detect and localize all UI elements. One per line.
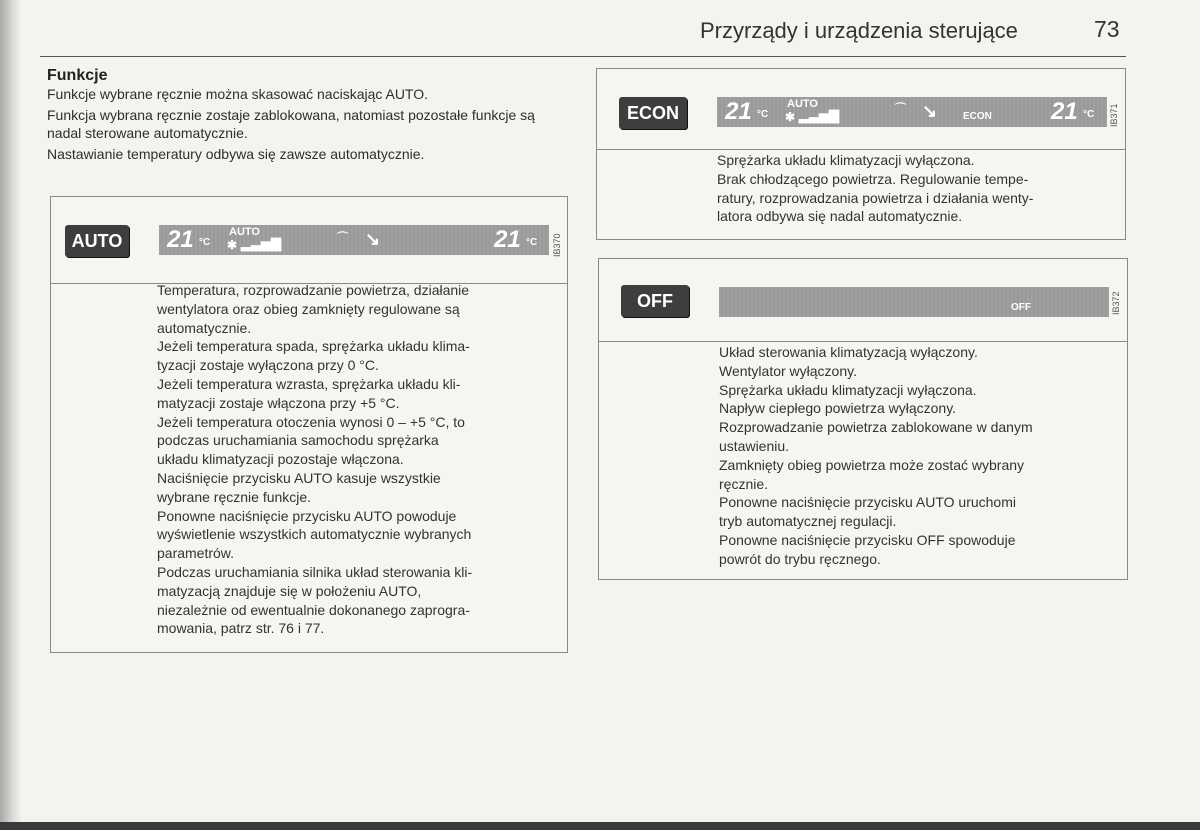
book-spine	[0, 0, 22, 830]
econ-status-label: ECON	[963, 111, 992, 122]
windshield-icon: ⌒	[337, 232, 348, 244]
econ-description	[717, 151, 1121, 226]
text-line: automatycznie.	[157, 319, 252, 336]
auto-button: AUTO	[65, 225, 129, 257]
econ-button: ECON	[619, 97, 687, 129]
text-line: Jeżeli temperatura wzrasta, sprężarka układu kli-	[157, 375, 461, 392]
fan-icon: ✱	[227, 238, 238, 252]
auto-mode-box	[50, 196, 568, 653]
windshield-icon: ⌒	[895, 103, 906, 115]
text-line: Brak chłodzącego powietrza. Regulowanie tempe-	[717, 170, 1029, 187]
off-status-label: OFF	[1011, 302, 1031, 313]
fan-icon: ✱	[785, 110, 796, 124]
text-line: powrót do trybu ręcznego.	[719, 550, 881, 567]
intro-paragraph: Funkcja wybrana ręcznie zostaje zablokowana, natomiast pozostałe funkcje są nadal sterowane automatycznie.	[47, 107, 535, 141]
temp-unit-right: °C	[526, 237, 538, 248]
temp-right: 21	[1051, 98, 1078, 125]
figure-code: IB370	[552, 233, 562, 257]
text-line: Napływ ciepłego powietrza wyłączony.	[719, 400, 957, 417]
off-mode-box	[598, 258, 1128, 580]
auto-lcd-display	[159, 225, 549, 255]
text-line: matyzacji zostaje włączona przy +5 °C.	[157, 394, 400, 411]
text-line: Naciśnięcie przycisku AUTO kasuje wszystkie	[157, 469, 441, 486]
text-line: ratury, rozprowadzania powietrza i działania wenty-	[717, 189, 1034, 206]
text-line: wyświetlenie wszystkich automatycznie wybranych	[157, 526, 472, 543]
airflow-icon: ↘	[365, 229, 381, 249]
text-line: podczas uruchamiania samochodu sprężarka	[157, 432, 439, 449]
header-rule	[40, 56, 1126, 57]
text-line: Układ sterowania klimatyzacją wyłączony.	[719, 344, 978, 360]
page-bottom-edge	[0, 822, 1200, 830]
temp-unit-right: °C	[1083, 109, 1095, 120]
text-line: matyzacją znajduje się w położeniu AUTO,	[157, 582, 422, 599]
temp-unit-left: °C	[199, 237, 211, 248]
econ-mode-box	[596, 68, 1126, 240]
text-line: układu klimatyzacji pozostaje włączona.	[157, 451, 404, 468]
text-line: mowania, patrz str. 76 i 77.	[157, 620, 325, 637]
text-line: Zamknięty obieg powietrza może zostać wybrany	[719, 456, 1025, 473]
text-line: Sprężarka układu klimatyzacji wyłączona.	[717, 152, 975, 168]
off-button: OFF	[621, 285, 689, 317]
page-header-title: Przyrządy i urządzenia sterujące	[700, 18, 1018, 43]
fan-speed-bars: ▂▃▅▇	[799, 108, 839, 123]
intro-paragraph: Nastawianie temperatury odbywa się zawsze automatycznie.	[47, 146, 425, 162]
text-line: parametrów.	[157, 545, 235, 562]
temp-unit-left: °C	[757, 109, 769, 120]
fan-speed-bars: ▂▃▅▇	[241, 236, 281, 251]
text-line: tryb automatycznej regulacji.	[719, 513, 897, 530]
text-line: wybrane ręcznie funkcje.	[157, 488, 312, 505]
text-line: niezależnie od ewentualnie dokonanego zaprogra-	[157, 601, 470, 618]
text-line: ręcznie.	[719, 475, 769, 492]
text-line: Rozprowadzanie powietrza zablokowane w danym	[719, 419, 1033, 436]
text-line: Ponowne naciśnięcie przycisku OFF spowoduje	[719, 531, 1016, 548]
intro-section	[47, 67, 557, 168]
text-line: Sprężarka układu klimatyzacji wyłączona.	[719, 381, 977, 398]
text-line: latora odbywa się nadal automatycznie.	[717, 208, 963, 225]
figure-code: IB371	[1109, 103, 1119, 127]
auto-display-row	[51, 197, 567, 284]
temp-left: 21	[725, 98, 752, 125]
text-line: Ponowne naciśnięcie przycisku AUTO powoduje	[157, 507, 457, 524]
intro-paragraph: Funkcje wybrane ręcznie można skasować naciskając AUTO.	[47, 85, 429, 102]
section-heading: Funkcje	[47, 67, 108, 84]
auto-mode-label: AUTO	[229, 226, 260, 238]
text-line: Podczas uruchamiania silnika układ sterowania kli-	[157, 563, 473, 580]
text-line: Temperatura, rozprowadzanie powietrza, działanie	[157, 282, 470, 298]
text-line: tyzacji zostaje wyłączona przy 0 °C.	[157, 357, 379, 374]
text-line: Ponowne naciśnięcie przycisku AUTO uruchomi	[719, 494, 1016, 511]
figure-code: IB372	[1111, 291, 1121, 315]
econ-display-row	[597, 69, 1125, 150]
temp-left: 21	[167, 226, 194, 253]
auto-mode-label: AUTO	[787, 98, 818, 110]
off-lcd-display	[719, 287, 1109, 317]
text-line: ustawieniu.	[719, 437, 790, 454]
page-number: 73	[1094, 16, 1120, 42]
off-display-row	[599, 259, 1127, 342]
off-description	[719, 343, 1123, 569]
text-line: Wentylator wyłączony.	[719, 362, 857, 379]
econ-lcd-display	[717, 97, 1107, 127]
text-line: Jeżeli temperatura spada, sprężarka układu klima-	[157, 338, 470, 355]
text-line: wentylatora oraz obieg zamknięty regulowane są	[157, 300, 460, 317]
text-line: Jeżeli temperatura otoczenia wynosi 0 – +5 °C, to	[157, 413, 465, 430]
airflow-icon: ↘	[922, 101, 938, 121]
auto-description	[157, 281, 561, 638]
temp-right: 21	[494, 226, 521, 253]
